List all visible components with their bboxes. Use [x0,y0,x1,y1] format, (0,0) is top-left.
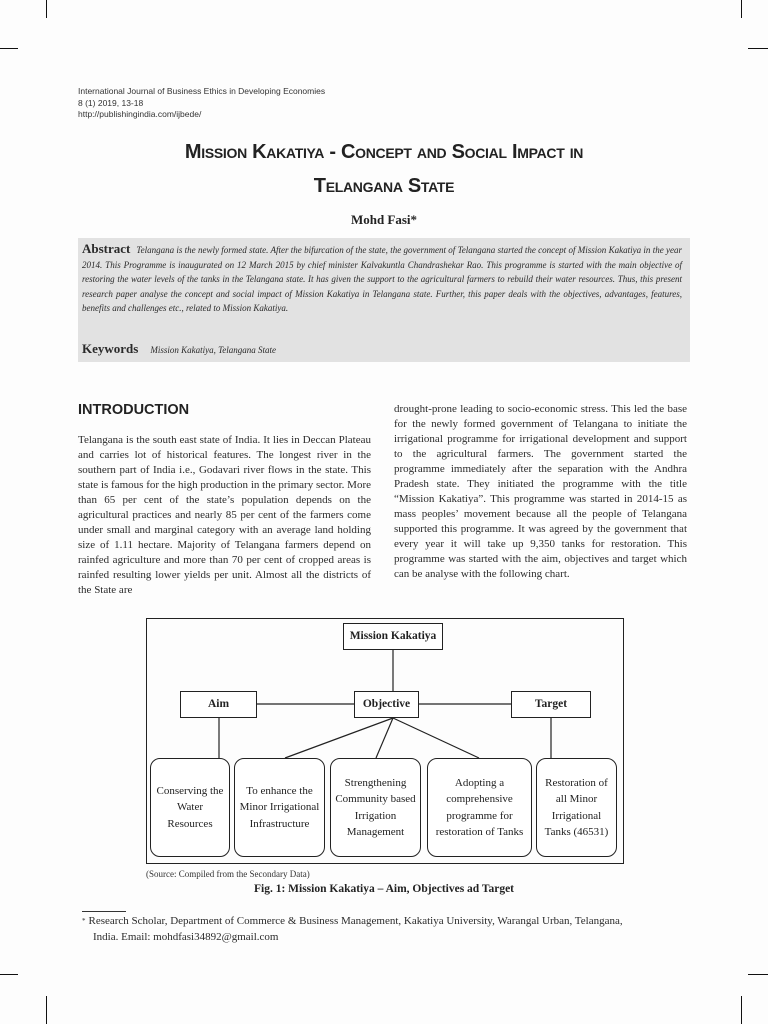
connector-objective-leaf-1 [285,718,393,758]
node-target-item: Restoration of all Minor Irrigational Tanks (46531) [536,758,617,857]
section-heading-introduction: INTRODUCTION [78,402,190,418]
node-objective-item-3: Adopting a comprehensive programme for restoration of Tanks [427,758,532,857]
crop-mark [0,974,18,975]
keywords-text: Mission Kakatiya, Telangana State [150,345,277,355]
crop-mark [0,48,18,49]
footnote-line-1: Research Scholar, Department of Commerce & Business Management, Kakatiya University, Warangal Urban, Telangana, [88,915,623,927]
connector-objective-leaf-3 [393,718,479,758]
figure-diagram [146,618,624,864]
footnote-rule [82,911,126,912]
node-aim: Aim [180,691,257,718]
node-target: Target [511,691,591,718]
paper-title [0,135,768,203]
footnote-line-2: India. Email: mohdfasi34892@gmail.com [93,930,279,943]
node-objective: Objective [354,691,419,718]
body-text-right-column: drought-prone leading to socio-economic stress. This led the base for the newly formed government of Telangana to initiate the irrigational programme for irrigational development and support to the agricultural farmers. The government started the programme immediately after the separation with the Andhra Pradesh state. They initiated the programme with the title “Mission Kakatiya”. This programme was started in 2014-15 as mass peoples’ movement because all the people of Telangana supported this programme. It was agreed by the government that every year it will take up 9,350 tanks for restoration. This programme was started with the aim, objectives and target which can be analyse with the following chart. [394,403,687,580]
title-line-2: Telangana State [313,175,455,197]
journal-url[interactable]: http://publishingindia.com/ijbede/ [78,109,202,119]
abstract-heading: Abstract [82,241,131,256]
crop-mark [748,974,768,975]
node-objective-item-1: To enhance the Minor Irrigational Infrastructure [234,758,325,857]
journal-name: International Journal of Business Ethics in Developing Economies [78,86,326,96]
title-line-1: Mission Kakatiya - Concept and Social Impact in [184,141,584,163]
author-name: Mohd Fasi* [350,212,418,227]
abstract [82,242,682,316]
crop-mark [46,996,47,1024]
node-aim-item: Conserving the Water Resources [150,758,230,857]
body-text-left-column: Telangana is the south east state of India. It lies in Deccan Plateau and carries lot of historical features. The longest river in the southern part of India i.e., Godavari river flows in the state. This state is famous for the high production in the primary sector. More than 65 per cent of the state’s population depends on the agricultural practices and nearly 85 per cent of the farmers come under small and marginal category with an average land holding size of 1.11 hectare. Majority of Telangana farmers depend on rainfed agriculture and more than 70 per cent of cropped areas is rainfed resulting lower yields per unit. Almost all the districts of the State are [78,434,371,596]
crop-mark [741,996,742,1024]
journal-issue: 8 (1) 2019, 13-18 [78,97,144,108]
journal-header [78,86,325,121]
crop-mark [46,0,47,18]
node-objective-item-2: Strengthening Community based Irrigation Management [330,758,421,857]
footnote [82,914,682,945]
figure-source-note: (Source: Compiled from the Secondary Data) [146,869,310,879]
abstract-text: Telangana is the newly formed state. After the bifurcation of the state, the government of Telangana started the concept of Mission Kakatiya in the year 2014. This Programme is inaugurated on 12 March 2015 by chief minister Kalvakuntla Chandrashekar Rao. This programme is started with the main objective of restoring the water levels of the tanks in the Telangana state. It has given the support to the agricultural farmers to rebuild their water resources. Thus, this present research paper analyse the concept and social impact of Mission Kakatiya in Telangana state. Further, this paper deals with the objectives, advantages, features, benefits and challenges etc., related to Mission Kakatiya. [82,245,682,314]
connector-objective-leaf-2 [376,718,393,758]
node-mission-kakatiya: Mission Kakatiya [343,623,443,650]
keywords-heading: Keywords [82,341,139,356]
crop-mark [741,0,742,18]
figure-caption: Fig. 1: Mission Kakatiya – Aim, Objectives ad Target [253,883,515,895]
crop-mark [748,48,768,49]
keywords [82,341,682,357]
footnote-mark: * [82,917,86,925]
